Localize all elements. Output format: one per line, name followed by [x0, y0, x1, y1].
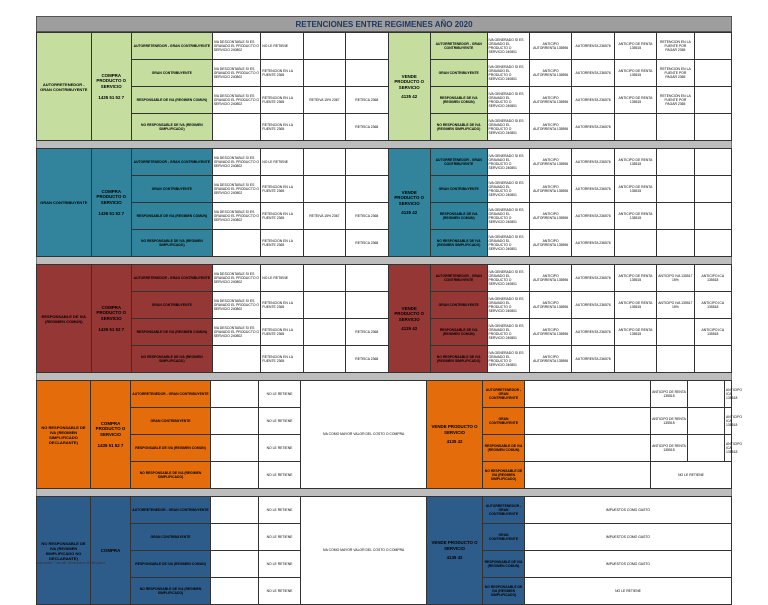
buy-role: AUTORRETENEDOR - GRAN CONTRIBUYENTE: [131, 149, 212, 176]
block-row: [37, 60, 732, 87]
buy-iva: [211, 524, 259, 551]
block-row: [37, 176, 732, 203]
sell-anticipo-autorrenta: ANTICIPO AUTORRENTA 135596: [529, 87, 571, 114]
sell-anticipo-renta: [614, 346, 656, 373]
sell-anticipo-autorrenta: ANTICIPO AUTORRENTA 135596: [529, 292, 571, 319]
block-row: [37, 33, 732, 60]
vende-label: [388, 149, 430, 257]
sell-autorrenta: AUTORRENTA 236576: [572, 292, 614, 319]
compra-codes: 1435 51 52 7: [98, 210, 125, 216]
sell-iva: IVA GENERADO SI ES GRAVADO EL PRODUCTO O SERVICIO 240801: [487, 176, 529, 203]
buy-iva: [212, 114, 260, 141]
sell-anticipo-renta: [614, 114, 656, 141]
buy-reteiva: [303, 33, 345, 60]
sell-col-a: [657, 346, 694, 373]
sell-anticipo-autorrenta: ANTICIPO AUTORRENTA 135596: [529, 33, 571, 60]
sell-role: RESPONSABLE DE IVA (REGIMEN COMUN): [430, 319, 487, 346]
sell-col-a: [657, 203, 694, 230]
block-row: [37, 114, 732, 141]
sell-empty: [525, 435, 651, 462]
buy-reteica: RETEICA 2368: [346, 319, 388, 346]
vende-text: VENDE PRODUCTO O SERVICIO: [394, 189, 425, 206]
iva-costo-note: IVA COMO MAYOR VALOR DEL COSTO O COMPRA: [301, 381, 427, 489]
buy-iva: [211, 497, 259, 524]
buy-role: NO RESPONSABLE DE IVA (REGIMEN SIMPLIFICADO): [131, 578, 211, 605]
sell-role: AUTORRETENEDOR - GRAN CONTRIBUYENTE: [430, 149, 487, 176]
sell-col-b: [694, 60, 731, 87]
sell-iva: IVA GENERADO SI ES GRAVADO EL PRODUCTO O SERVICIO 240801: [487, 149, 529, 176]
vende-codes: 4135 42: [401, 93, 418, 99]
buy-reteiva: [303, 176, 345, 203]
sell-col-a: [657, 319, 694, 346]
buy-iva: [211, 381, 259, 408]
buy-retention: RETENCION EN LA FUENTE 2365: [261, 230, 303, 257]
spreadsheet: [36, 16, 743, 605]
buy-iva: IVA DESCONTABLE SI ES GRAVADO EL PRODUCTO O SERVICIO 240802: [212, 176, 260, 203]
block-separator: [36, 489, 732, 496]
sell-anticipo-autorrenta: ANTICIPO AUTORRENTA 135596: [529, 149, 571, 176]
sell-autorrenta: AUTORRENTA 236576: [572, 149, 614, 176]
sell-autorrenta: AUTORRENTA 236576: [572, 87, 614, 114]
sell-autorrenta: AUTORRENTA 236576: [572, 33, 614, 60]
sell-anticipo-renta: ANTICIPO DE RENTA 135515: [614, 203, 656, 230]
sell-role: RESPONSABLE DE IVA (REGIMEN COMUN): [430, 87, 487, 114]
buy-reteiva: [303, 346, 345, 373]
buy-retention: RETENCION EN LA FUENTE 2365: [261, 60, 303, 87]
block-simplificado-declarante: [36, 380, 743, 489]
compra-codes: 1435 51 52 7: [98, 326, 125, 332]
sell-empty: [688, 435, 725, 462]
iva-costo-note: IVA COMO MAYOR VALOR DEL COSTO O COMPRA: [301, 497, 427, 605]
sell-autorrenta: AUTORRENTA 236576: [572, 60, 614, 87]
buy-reteiva: [303, 319, 345, 346]
sell-iva: IVA GENERADO SI ES GRAVADO EL PRODUCTO O SERVICIO 240801: [487, 292, 529, 319]
buy-reteica: RETEICA 2368: [346, 346, 388, 373]
sell-role: GRAN CONTRIBUYENTE: [483, 408, 525, 435]
sell-col-a: RETENCION EN LA FUENTE POR PAGAR 2365: [657, 87, 694, 114]
section-label: AUTORRETENEDOR - GRAN CONTRIBUYENTE: [37, 33, 92, 141]
sell-anticipo-ica: ANTICIPO ICA 135518: [725, 435, 732, 462]
sell-iva: IVA GENERADO SI ES GRAVADO EL PRODUCTO O SERVICIO 240801: [487, 203, 529, 230]
sell-iva: IVA GENERADO SI ES GRAVADO EL PRODUCTO O SERVICIO 240801: [487, 346, 529, 373]
buy-reteica: [346, 265, 388, 292]
sell-col-a: RETENCION EN LA FUENTE POR PAGAR 2365: [657, 60, 694, 87]
section-label: RESPONSABLE DE IVA (REGIMEN COMUN): [37, 265, 92, 373]
buy-reteiva: [303, 60, 345, 87]
buy-iva: [211, 435, 259, 462]
buy-role: GRAN CONTRIBUYENTE: [131, 292, 212, 319]
buy-iva: IVA DESCONTABLE SI ES GRAVADO EL PRODUCTO O SERVICIO 240802: [212, 33, 260, 60]
buy-retention: RETENCION EN LA FUENTE 2365: [261, 176, 303, 203]
buy-retention: RETENCION EN LA FUENTE 2365: [261, 346, 303, 373]
buy-retention: NO LE RETIENE: [261, 33, 303, 60]
sell-role: AUTORRETENEDOR - GRAN CONTRIBUYENTE: [430, 33, 487, 60]
sell-col-b: [694, 149, 731, 176]
block-regimen-comun: [36, 264, 732, 373]
compra-text: COMPRA PRODUCTO O SERVICIO: [96, 304, 127, 321]
sell-note: IMPUESTOS COMO GASTO: [525, 551, 732, 578]
sell-autorrenta: AUTORRENTA 236576: [572, 265, 614, 292]
block-separator: [36, 141, 732, 148]
buy-iva: [211, 551, 259, 578]
compra-text: COMPRA PRODUCTO O SERVICIO: [96, 188, 127, 205]
compra-label: [91, 33, 131, 141]
buy-iva: [212, 346, 260, 373]
section-label: GRAN CONTRIBUYENTE: [37, 149, 92, 257]
buy-role: AUTORRETENEDOR - GRAN CONTRIBUYENTE: [131, 33, 212, 60]
buy-iva: IVA DESCONTABLE SI ES GRAVADO EL PRODUCTO O SERVICIO 240802: [212, 265, 260, 292]
section-label: NO RESPONSABLE DE IVA (REGIMEN SIMPLIFICADO NO DECLARANTE): [37, 497, 91, 605]
sell-col-a: [657, 176, 694, 203]
block-row: [37, 230, 732, 257]
sell-iva: IVA GENERADO SI ES GRAVADO EL PRODUCTO O SERVICIO 240801: [487, 114, 529, 141]
buy-reteica: [346, 149, 388, 176]
sell-autorrenta: AUTORRENTA 236576: [572, 203, 614, 230]
buy-role: RESPONSABLE DE IVA (REGIMEN COMUN): [131, 551, 211, 578]
buy-iva: IVA DESCONTABLE SI ES GRAVADO EL PRODUCTO O SERVICIO 240802: [212, 319, 260, 346]
buy-role: GRAN CONTRIBUYENTE: [131, 524, 211, 551]
vende-codes: 4135 42: [401, 209, 418, 215]
vende-label: [427, 497, 483, 605]
block-row: [37, 319, 732, 346]
compra-label: COMPRA: [91, 497, 131, 605]
sell-empty: [688, 381, 725, 408]
sell-role: GRAN CONTRIBUYENTE: [430, 292, 487, 319]
sell-autorrenta: AUTORRENTA 236576: [572, 319, 614, 346]
buy-iva: [212, 230, 260, 257]
compra-text: COMPRA PRODUCTO O SERVICIO: [95, 420, 126, 437]
buy-retention: NO LE RETIENE: [259, 497, 301, 524]
sell-role: GRAN CONTRIBUYENTE: [430, 176, 487, 203]
sell-iva: IVA GENERADO SI ES GRAVADO EL PRODUCTO O SERVICIO 240801: [487, 230, 529, 257]
sell-iva: IVA GENERADO SI ES GRAVADO EL PRODUCTO O SERVICIO 240801: [487, 319, 529, 346]
buy-role: NO RESPONSABLE DE IVA (REGIMEN SIMPLIFICADO): [131, 462, 211, 489]
sell-role: AUTORRETENEDOR - GRAN CONTRIBUYENTE: [430, 265, 487, 292]
compra-codes: 1435 51 52 7: [97, 442, 124, 448]
vende-codes: 4135 42: [446, 439, 463, 445]
compra-label: [91, 265, 131, 373]
buy-retention: NO LE RETIENE: [259, 435, 301, 462]
buy-iva: IVA DESCONTABLE SI ES GRAVADO EL PRODUCTO O SERVICIO 240802: [212, 60, 260, 87]
buy-reteica: RETEICA 2368: [346, 230, 388, 257]
buy-role: NO RESPONSABLE DE IVA (REGIMEN SIMPLIFICADO): [131, 114, 212, 141]
block-row: [37, 497, 732, 524]
block-separator: [36, 257, 732, 264]
sell-role: NO RESPONSABLE DE IVA (REGIMEN SIMPLIFICADO): [430, 114, 487, 141]
sell-col-a: ANTICIPO IVA 135517 15%: [657, 265, 694, 292]
sell-anticipo-renta: ANTICIPO DE RENTA 135515: [614, 292, 656, 319]
sell-col-b: ANTICIPO ICA 135518: [694, 319, 731, 346]
buy-reteica: [346, 60, 388, 87]
section-label: NO RESPONSABLE DE IVA (REGIMEN SIMPLIFICADO DECLARANTE): [37, 381, 91, 489]
buy-retention: NO LE RETIENE: [259, 524, 301, 551]
sell-col-a: [657, 114, 694, 141]
vende-codes: 4135 42: [401, 325, 418, 331]
sheet-title: RETENCIONES ENTRE REGIMENES AÑO 2020: [36, 16, 732, 32]
sell-anticipo-renta: ANTICIPO DE RENTA 135515: [614, 265, 656, 292]
sell-col-b: [694, 114, 731, 141]
sell-autorrenta: AUTORRENTA 236576: [572, 114, 614, 141]
vende-text: VENDE PRODUCTO O SERVICIO: [431, 540, 478, 551]
buy-reteiva: [303, 292, 345, 319]
buy-role: AUTORRETENEDOR - GRAN CONTRIBUYENTE: [131, 381, 211, 408]
sell-empty: [688, 408, 725, 435]
buy-reteica: [346, 33, 388, 60]
buy-role: AUTORRETENEDOR - GRAN CONTRIBUYENTE: [131, 497, 211, 524]
sell-autorrenta: AUTORRENTA 236576: [572, 230, 614, 257]
sell-anticipo-autorrenta: ANTICIPO AUTORRENTA 135596: [529, 114, 571, 141]
sell-anticipo-renta: [614, 230, 656, 257]
sell-role: NO RESPONSABLE DE IVA (REGIMEN SIMPLIFICADO): [483, 578, 525, 605]
compra-label: [91, 381, 131, 489]
block-row: [37, 381, 732, 408]
block-row: [37, 292, 732, 319]
block-row: [37, 265, 732, 292]
sell-role: NO RESPONSABLE DE IVA (REGIMEN SIMPLIFICADO): [430, 346, 487, 373]
buy-reteica: [346, 292, 388, 319]
sell-iva: IVA GENERADO SI ES GRAVADO EL PRODUCTO O SERVICIO 240801: [487, 87, 529, 114]
vende-text: VENDE PRODUCTO O SERVICIO: [394, 73, 425, 90]
buy-role: GRAN CONTRIBUYENTE: [131, 176, 212, 203]
sell-col-a: [657, 149, 694, 176]
buy-iva: IVA DESCONTABLE SI ES GRAVADO EL PRODUCTO O SERVICIO 240802: [212, 203, 260, 230]
vende-label: [388, 265, 430, 373]
buy-retention: NO LE RETIENE: [259, 381, 301, 408]
buy-iva: IVA DESCONTABLE SI ES GRAVADO EL PRODUCTO O SERVICIO 240802: [212, 292, 260, 319]
buy-reteiva: RETEIVA 15% 2367: [303, 87, 345, 114]
buy-iva: IVA DESCONTABLE SI ES GRAVADO EL PRODUCTO O SERVICIO 240802: [212, 149, 260, 176]
sell-role: AUTORRETENEDOR - GRAN CONTRIBUYENTE: [483, 497, 525, 524]
sell-anticipo-renta: ANTICIPO DE RENTA 135515: [614, 176, 656, 203]
sell-role: RESPONSABLE DE IVA (REGIMEN COMUN): [430, 203, 487, 230]
sell-empty: [525, 462, 651, 489]
sell-col-a: [657, 230, 694, 257]
sell-col-b: [694, 176, 731, 203]
sell-anticipo-renta: ANTICIPO DE RENTA 135515: [614, 149, 656, 176]
sell-role: NO RESPONSABLE DE IVA (REGIMEN SIMPLIFICADO): [430, 230, 487, 257]
buy-retention: RETENCION EN LA FUENTE 2365: [261, 292, 303, 319]
sell-col-b: [694, 33, 731, 60]
buy-iva: [211, 462, 259, 489]
sell-anticipo-autorrenta: ANTICIPO AUTORRENTA 135596: [529, 60, 571, 87]
compra-label: [91, 149, 131, 257]
sell-anticipo-ica: ANTICIPO ICA 135518: [725, 381, 732, 408]
sell-anticipo-autorrenta: ANTICIPO AUTORRENTA 135596: [529, 319, 571, 346]
buy-iva: IVA DESCONTABLE SI ES GRAVADO EL PRODUCTO O SERVICIO 240802: [212, 87, 260, 114]
sell-anticipo-renta: ANTICIPO DE RENTA 135515: [651, 435, 688, 462]
buy-role: NO RESPONSABLE DE IVA (REGIMEN SIMPLIFICADO): [131, 346, 212, 373]
sell-iva: IVA GENERADO SI ES GRAVADO EL PRODUCTO O SERVICIO 240801: [487, 60, 529, 87]
sell-iva: IVA GENERADO SI ES GRAVADO EL PRODUCTO O SERVICIO 240801: [487, 265, 529, 292]
blocks-container: [36, 32, 743, 605]
block-row: [37, 149, 732, 176]
sell-col-a: ANTICIPO IVA 135517 15%: [657, 292, 694, 319]
sell-role: NO RESPONSABLE DE IVA (REGIMEN SIMPLIFICADO): [483, 462, 525, 489]
compra-codes: 1435 51 52 7: [98, 94, 125, 100]
sell-anticipo-autorrenta: ANTICIPO AUTORRENTA 135596: [529, 203, 571, 230]
vende-codes: 4135 42: [446, 555, 463, 561]
buy-role: NO RESPONSABLE DE IVA (REGIMEN SIMPLIFICADO): [131, 230, 212, 257]
sell-empty: [525, 381, 651, 408]
sell-note: NO LE RETIENE: [525, 578, 732, 605]
sell-empty: [525, 408, 651, 435]
buy-retention: NO LE RETIENE: [259, 578, 301, 605]
block-separator: [36, 373, 732, 380]
compra-text: COMPRA PRODUCTO O SERVICIO: [96, 72, 127, 89]
vende-label: [388, 33, 430, 141]
sell-role: AUTORRETENEDOR - GRAN CONTRIBUYENTE: [483, 381, 525, 408]
sell-anticipo-renta: ANTICIPO DE RENTA 135515: [614, 87, 656, 114]
buy-retention: RETENCION EN LA FUENTE 2365: [261, 114, 303, 141]
buy-retention: NO LE RETIENE: [259, 551, 301, 578]
sell-anticipo-renta: ANTICIPO DE RENTA 135515: [614, 33, 656, 60]
sell-iva: IVA GENERADO SI ES GRAVADO EL PRODUCTO O SERVICIO 240801: [487, 33, 529, 60]
block-autorretenedor: [36, 32, 732, 141]
vende-label: [427, 381, 483, 489]
sell-note: IMPUESTOS COMO GASTO: [525, 524, 732, 551]
buy-retention: NO LE RETIENE: [261, 149, 303, 176]
sell-role: RESPONSABLE DE IVA (REGIMEN COMUN): [483, 551, 525, 578]
block-gran-contribuyente: [36, 148, 732, 257]
sell-col-b: ANTICIPO ICA 135518: [694, 265, 731, 292]
buy-retention: NO LE RETIENE: [259, 408, 301, 435]
sell-role: GRAN CONTRIBUYENTE: [430, 60, 487, 87]
sell-col-b: [694, 87, 731, 114]
buy-role: GRAN CONTRIBUYENTE: [131, 60, 212, 87]
sell-autorrenta: AUTORRENTA 236576: [572, 176, 614, 203]
buy-retention: NO LE RETIENE: [259, 462, 301, 489]
buy-role: GRAN CONTRIBUYENTE: [131, 408, 211, 435]
sell-anticipo-renta: ANTICIPO DE RENTA 135515: [614, 60, 656, 87]
sell-anticipo-renta: ANTICIPO DE RENTA 135515: [614, 319, 656, 346]
sell-col-b: [694, 346, 731, 373]
vende-text: VENDE PRODUCTO O SERVICIO: [394, 305, 425, 322]
buy-role: RESPONSABLE DE IVA (REGIMEN COMUN): [131, 203, 212, 230]
sell-col-b: [694, 230, 731, 257]
sell-anticipo-autorrenta: ANTICIPO AUTORRENTA 135596: [529, 346, 571, 373]
buy-reteiva: [303, 114, 345, 141]
buy-retention: RETENCION EN LA FUENTE 2365: [261, 319, 303, 346]
sell-anticipo-renta: ANTICIPO DE RENTA 135515: [651, 381, 688, 408]
block-row: [37, 346, 732, 373]
sell-role: GRAN CONTRIBUYENTE: [483, 524, 525, 551]
block-row: [37, 203, 732, 230]
sell-anticipo-ica: ANTICIPO ICA 135518: [725, 408, 732, 435]
block-simplificado-no-declarante: [36, 496, 732, 605]
buy-role: RESPONSABLE DE IVA (REGIMEN COMUN): [131, 87, 212, 114]
buy-retention: NO LE RETIENE: [261, 265, 303, 292]
block-row: [37, 87, 732, 114]
buy-retention: RETENCION EN LA FUENTE 2365: [261, 203, 303, 230]
buy-reteiva: [303, 265, 345, 292]
sell-anticipo-renta: ANTICIPO DE RENTA 135515: [651, 408, 688, 435]
buy-iva: [211, 408, 259, 435]
sell-col-b: ANTICIPO ICA 135518: [694, 292, 731, 319]
buy-role: RESPONSABLE DE IVA (REGIMEN COMUN): [131, 435, 211, 462]
sell-col-a: RETENCION EN LA FUENTE POR PAGAR 2365: [657, 33, 694, 60]
buy-reteiva: RETEIVA 15% 2367: [303, 203, 345, 230]
buy-retention: RETENCION EN LA FUENTE 2365: [261, 87, 303, 114]
sell-anticipo-autorrenta: ANTICIPO AUTORRENTA 135596: [529, 176, 571, 203]
buy-reteiva: [303, 230, 345, 257]
sell-col-b: [694, 203, 731, 230]
sell-anticipo-autorrenta: ANTICIPO AUTORRENTA 135596: [529, 265, 571, 292]
buy-reteica: RETEICA 2368: [346, 114, 388, 141]
buy-role: AUTORRETENEDOR - GRAN CONTRIBUYENTE: [131, 265, 212, 292]
buy-iva: [211, 578, 259, 605]
buy-reteica: [346, 176, 388, 203]
sell-no-retiene: NO LE RETIENE: [651, 462, 732, 489]
vende-text: VENDE PRODUCTO O SERVICIO: [431, 424, 478, 435]
buy-role: RESPONSABLE DE IVA (REGIMEN COMUN): [131, 319, 212, 346]
sell-anticipo-autorrenta: ANTICIPO AUTORRENTA 135596: [529, 230, 571, 257]
sell-autorrenta: AUTORRENTA 236576: [572, 346, 614, 373]
buy-reteica: RETEICA 2368: [346, 87, 388, 114]
sell-note: IMPUESTOS COMO GASTO: [525, 497, 732, 524]
footer-instructor: Instructor: Yamile Mosquera Rodríguez: [36, 560, 106, 565]
buy-reteica: RETEICA 2368: [346, 203, 388, 230]
buy-reteiva: [303, 149, 345, 176]
sell-role: RESPONSABLE DE IVA (REGIMEN COMUN): [483, 435, 525, 462]
